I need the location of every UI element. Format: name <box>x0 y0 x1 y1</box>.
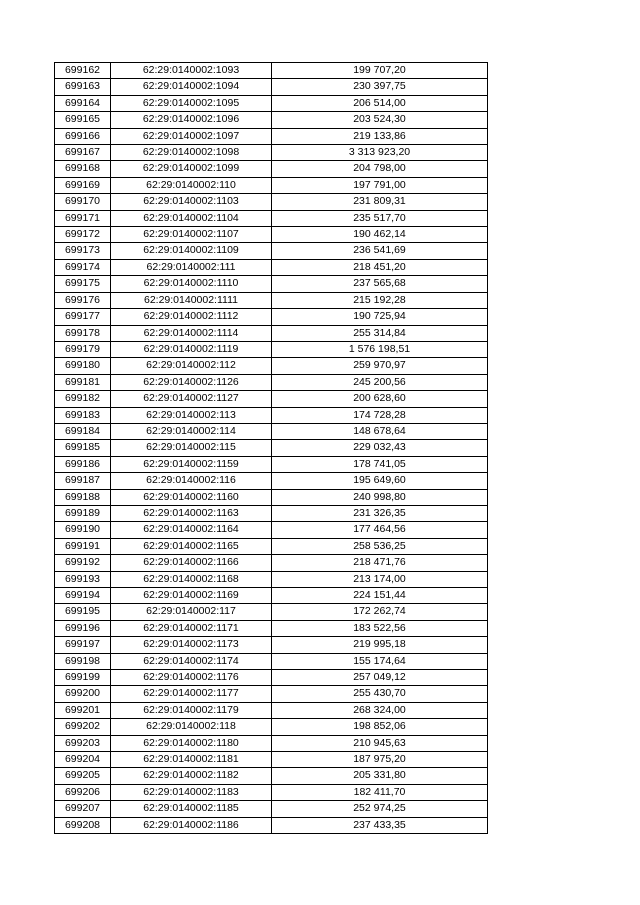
table-row <box>55 522 488 538</box>
value-cell: 245 200,56 <box>272 374 488 390</box>
table-row <box>55 407 488 423</box>
value-cell: 229 032,43 <box>272 440 488 456</box>
row-number-cell: 699177 <box>55 309 111 325</box>
table-row <box>55 538 488 554</box>
table-row <box>55 227 488 243</box>
table-row <box>55 292 488 308</box>
row-number-cell: 699170 <box>55 194 111 210</box>
table-row <box>55 145 488 161</box>
value-cell: 1 576 198,51 <box>272 341 488 357</box>
table-row <box>55 440 488 456</box>
row-number-cell: 699182 <box>55 391 111 407</box>
cadastral-number-cell: 62:29:0140002:1183 <box>111 784 272 800</box>
value-cell: 178 741,05 <box>272 456 488 472</box>
row-number-cell: 699203 <box>55 735 111 751</box>
table-row <box>55 719 488 735</box>
row-number-cell: 699188 <box>55 489 111 505</box>
value-cell: 155 174,64 <box>272 653 488 669</box>
table-row <box>55 177 488 193</box>
value-cell: 177 464,56 <box>272 522 488 538</box>
cadastral-number-cell: 62:29:0140002:112 <box>111 358 272 374</box>
cadastral-number-cell: 62:29:0140002:115 <box>111 440 272 456</box>
cadastral-number-cell: 62:29:0140002:1097 <box>111 128 272 144</box>
cadastral-number-cell: 62:29:0140002:1107 <box>111 227 272 243</box>
value-cell: 224 151,44 <box>272 588 488 604</box>
cadastral-number-cell: 62:29:0140002:1126 <box>111 374 272 390</box>
cadastral-number-cell: 62:29:0140002:1093 <box>111 63 272 79</box>
table-row <box>55 63 488 79</box>
row-number-cell: 699191 <box>55 538 111 554</box>
row-number-cell: 699171 <box>55 210 111 226</box>
row-number-cell: 699178 <box>55 325 111 341</box>
value-cell: 190 725,94 <box>272 309 488 325</box>
value-cell: 199 707,20 <box>272 63 488 79</box>
row-number-cell: 699207 <box>55 801 111 817</box>
row-number-cell: 699186 <box>55 456 111 472</box>
cadastral-number-cell: 62:29:0140002:1163 <box>111 505 272 521</box>
row-number-cell: 699208 <box>55 817 111 833</box>
table-row <box>55 243 488 259</box>
table-row <box>55 128 488 144</box>
row-number-cell: 699181 <box>55 374 111 390</box>
cadastral-number-cell: 62:29:0140002:1160 <box>111 489 272 505</box>
value-cell: 204 798,00 <box>272 161 488 177</box>
value-cell: 237 565,68 <box>272 276 488 292</box>
cadastral-number-cell: 62:29:0140002:1181 <box>111 752 272 768</box>
table-row <box>55 604 488 620</box>
table-row <box>55 309 488 325</box>
row-number-cell: 699206 <box>55 784 111 800</box>
table-row <box>55 555 488 571</box>
cadastral-number-cell: 62:29:0140002:1173 <box>111 637 272 653</box>
table-row <box>55 801 488 817</box>
row-number-cell: 699202 <box>55 719 111 735</box>
value-cell: 206 514,00 <box>272 95 488 111</box>
row-number-cell: 699189 <box>55 505 111 521</box>
value-cell: 219 995,18 <box>272 637 488 653</box>
table-row <box>55 161 488 177</box>
cadastral-number-cell: 62:29:0140002:1171 <box>111 620 272 636</box>
cadastral-number-cell: 62:29:0140002:113 <box>111 407 272 423</box>
value-cell: 231 809,31 <box>272 194 488 210</box>
row-number-cell: 699179 <box>55 341 111 357</box>
value-cell: 205 331,80 <box>272 768 488 784</box>
value-cell: 218 471,76 <box>272 555 488 571</box>
table-row <box>55 374 488 390</box>
table-row <box>55 735 488 751</box>
value-cell: 3 313 923,20 <box>272 145 488 161</box>
value-cell: 187 975,20 <box>272 752 488 768</box>
value-cell: 198 852,06 <box>272 719 488 735</box>
row-number-cell: 699162 <box>55 63 111 79</box>
value-cell: 255 314,84 <box>272 325 488 341</box>
cadastral-number-cell: 62:29:0140002:1109 <box>111 243 272 259</box>
cadastral-number-cell: 62:29:0140002:1166 <box>111 555 272 571</box>
value-cell: 230 397,75 <box>272 79 488 95</box>
cadastral-number-cell: 62:29:0140002:1179 <box>111 702 272 718</box>
row-number-cell: 699168 <box>55 161 111 177</box>
row-number-cell: 699163 <box>55 79 111 95</box>
table-row <box>55 473 488 489</box>
row-number-cell: 699185 <box>55 440 111 456</box>
value-cell: 257 049,12 <box>272 670 488 686</box>
table-row <box>55 571 488 587</box>
table-row <box>55 653 488 669</box>
table-row <box>55 670 488 686</box>
cadastral-number-cell: 62:29:0140002:1169 <box>111 588 272 604</box>
value-cell: 190 462,14 <box>272 227 488 243</box>
row-number-cell: 699190 <box>55 522 111 538</box>
cadastral-number-cell: 62:29:0140002:1180 <box>111 735 272 751</box>
cadastral-number-cell: 62:29:0140002:1094 <box>111 79 272 95</box>
row-number-cell: 699164 <box>55 95 111 111</box>
value-cell: 210 945,63 <box>272 735 488 751</box>
value-cell: 172 262,74 <box>272 604 488 620</box>
cadastral-number-cell: 62:29:0140002:1127 <box>111 391 272 407</box>
value-cell: 195 649,60 <box>272 473 488 489</box>
table-row <box>55 276 488 292</box>
table-row <box>55 95 488 111</box>
cadastral-number-cell: 62:29:0140002:110 <box>111 177 272 193</box>
value-cell: 197 791,00 <box>272 177 488 193</box>
cadastral-number-cell: 62:29:0140002:116 <box>111 473 272 489</box>
row-number-cell: 699196 <box>55 620 111 636</box>
table-row <box>55 79 488 95</box>
table-row <box>55 259 488 275</box>
cadastral-number-cell: 62:29:0140002:114 <box>111 423 272 439</box>
value-cell: 213 174,00 <box>272 571 488 587</box>
row-number-cell: 699194 <box>55 588 111 604</box>
table-row <box>55 620 488 636</box>
table-row <box>55 325 488 341</box>
cadastral-number-cell: 62:29:0140002:1119 <box>111 341 272 357</box>
value-cell: 255 430,70 <box>272 686 488 702</box>
table-row <box>55 588 488 604</box>
table-row <box>55 210 488 226</box>
row-number-cell: 699174 <box>55 259 111 275</box>
row-number-cell: 699195 <box>55 604 111 620</box>
cadastral-number-cell: 62:29:0140002:1164 <box>111 522 272 538</box>
table-row <box>55 358 488 374</box>
value-cell: 258 536,25 <box>272 538 488 554</box>
value-cell: 231 326,35 <box>272 505 488 521</box>
cadastral-number-cell: 62:29:0140002:1112 <box>111 309 272 325</box>
row-number-cell: 699198 <box>55 653 111 669</box>
value-cell: 218 451,20 <box>272 259 488 275</box>
value-cell: 174 728,28 <box>272 407 488 423</box>
row-number-cell: 699199 <box>55 670 111 686</box>
table-row <box>55 341 488 357</box>
row-number-cell: 699201 <box>55 702 111 718</box>
cadastral-number-cell: 62:29:0140002:1185 <box>111 801 272 817</box>
value-cell: 200 628,60 <box>272 391 488 407</box>
cadastral-number-cell: 62:29:0140002:1174 <box>111 653 272 669</box>
cadastral-number-cell: 62:29:0140002:1110 <box>111 276 272 292</box>
cadastral-number-cell: 62:29:0140002:1182 <box>111 768 272 784</box>
table-row <box>55 423 488 439</box>
value-cell: 203 524,30 <box>272 112 488 128</box>
cadastral-number-cell: 62:29:0140002:1165 <box>111 538 272 554</box>
row-number-cell: 699200 <box>55 686 111 702</box>
cadastral-number-cell: 62:29:0140002:1103 <box>111 194 272 210</box>
table-body <box>55 63 488 834</box>
table-row <box>55 752 488 768</box>
cadastral-number-cell: 62:29:0140002:117 <box>111 604 272 620</box>
cadastral-number-cell: 62:29:0140002:1176 <box>111 670 272 686</box>
row-number-cell: 699192 <box>55 555 111 571</box>
cadastral-number-cell: 62:29:0140002:1114 <box>111 325 272 341</box>
cadastral-number-cell: 62:29:0140002:1111 <box>111 292 272 308</box>
cadastral-number-cell: 62:29:0140002:1096 <box>111 112 272 128</box>
value-cell: 235 517,70 <box>272 210 488 226</box>
table-row <box>55 489 488 505</box>
row-number-cell: 699175 <box>55 276 111 292</box>
cadastral-number-cell: 62:29:0140002:1104 <box>111 210 272 226</box>
cadastral-number-cell: 62:29:0140002:1159 <box>111 456 272 472</box>
table-row <box>55 456 488 472</box>
row-number-cell: 699180 <box>55 358 111 374</box>
cadastral-number-cell: 62:29:0140002:1177 <box>111 686 272 702</box>
table-row <box>55 686 488 702</box>
table-row <box>55 391 488 407</box>
cadastral-number-cell: 62:29:0140002:1098 <box>111 145 272 161</box>
table-row <box>55 784 488 800</box>
cadastral-number-cell: 62:29:0140002:1168 <box>111 571 272 587</box>
row-number-cell: 699197 <box>55 637 111 653</box>
value-cell: 240 998,80 <box>272 489 488 505</box>
row-number-cell: 699193 <box>55 571 111 587</box>
value-cell: 252 974,25 <box>272 801 488 817</box>
table-row <box>55 702 488 718</box>
value-cell: 268 324,00 <box>272 702 488 718</box>
cadastral-number-cell: 62:29:0140002:1099 <box>111 161 272 177</box>
row-number-cell: 699183 <box>55 407 111 423</box>
table-row <box>55 817 488 833</box>
row-number-cell: 699172 <box>55 227 111 243</box>
row-number-cell: 699205 <box>55 768 111 784</box>
value-cell: 183 522,56 <box>272 620 488 636</box>
row-number-cell: 699166 <box>55 128 111 144</box>
value-cell: 236 541,69 <box>272 243 488 259</box>
row-number-cell: 699167 <box>55 145 111 161</box>
value-cell: 182 411,70 <box>272 784 488 800</box>
cadastral-number-cell: 62:29:0140002:111 <box>111 259 272 275</box>
table-row <box>55 637 488 653</box>
row-number-cell: 699176 <box>55 292 111 308</box>
cadastral-value-table <box>54 62 488 834</box>
value-cell: 259 970,97 <box>272 358 488 374</box>
table-row <box>55 505 488 521</box>
table-row <box>55 194 488 210</box>
row-number-cell: 699169 <box>55 177 111 193</box>
cadastral-number-cell: 62:29:0140002:1186 <box>111 817 272 833</box>
row-number-cell: 699184 <box>55 423 111 439</box>
value-cell: 237 433,35 <box>272 817 488 833</box>
table-row <box>55 112 488 128</box>
cadastral-number-cell: 62:29:0140002:1095 <box>111 95 272 111</box>
value-cell: 215 192,28 <box>272 292 488 308</box>
value-cell: 148 678,64 <box>272 423 488 439</box>
cadastral-number-cell: 62:29:0140002:118 <box>111 719 272 735</box>
table-row <box>55 768 488 784</box>
row-number-cell: 699204 <box>55 752 111 768</box>
row-number-cell: 699165 <box>55 112 111 128</box>
value-cell: 219 133,86 <box>272 128 488 144</box>
row-number-cell: 699187 <box>55 473 111 489</box>
row-number-cell: 699173 <box>55 243 111 259</box>
